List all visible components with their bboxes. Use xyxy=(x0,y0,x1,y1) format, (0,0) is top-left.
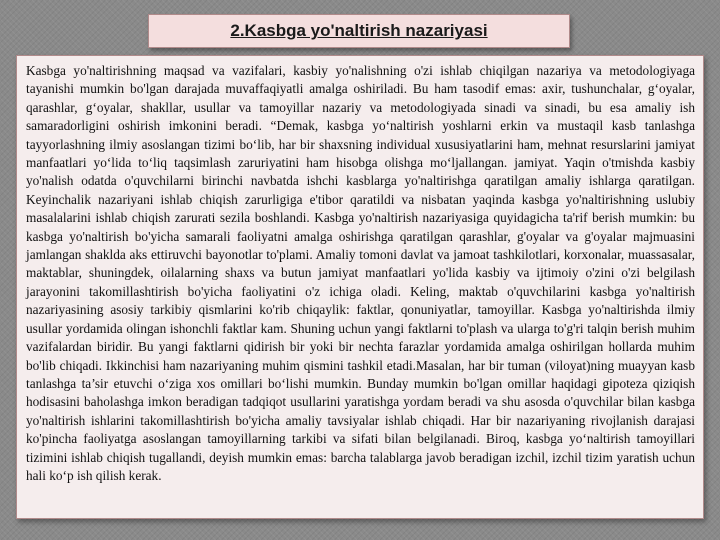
slide-body-text: Kasbga yo'naltirishning maqsad va vazifalari, kasbiy yo'nalishning o'zi ishlab chiqilgan nazariya va metodologiyaga tayanishi mumkin bo'lgan darajada muvaffaqiyatli amalga oshiriladi. Bu ham tasodif emas: axir, tushunchalar, g‘oyalar, qarashlar, g‘oyalar, shakllar, usullar va tamoyillar nazariy va metodologiyada sinadi va sinadi, bu esa amaliy ish samaradorligini oshirish imkonini beradi. “Demak, kasbga yo‘naltirish yoshlarni erkin va mustaqil kasb tanlashga tayyorlashning ilmiy asoslangan tizimi bo‘lib, har bir shaxsning individual xususiyatlarini ham, mehnat resurslarini jamiyat manfaatlari yo‘lida to‘liq taqsimlash zaruriyatini ham hisobga olishga mo‘ljallangan. jamiyat. Yaqin o'tmishda kasbiy yo'nalish odatda o'quvchilarni birinchi navbatda ishchi kasblarga yo'naltirishga qaratilgan amaliy ishlarga qaratilgan. Keyinchalik nazariyani ishlab chiqish zarurligiga e'tibor qaratildi va nisbatan yaqinda kasbga yo'naltirishning uslubiy masalalarini ishlab chiqish zarurati sezila boshlandi. Kasbga yo'naltirish nazariyasiga quyidagicha ta'rif berish mumkin: bu kasbga yo'naltirish bo'yicha samarali faoliyatni amalga oshirishga qaratilgan qarashlar, g'oyalar va g'oyalar majmuasini jamlangan shaklda aks ettiruvchi bayonotlar to'plami. Amaliy tomoni davlat va jamoat tashkilotlari, korxonalar, muassasalar, maktablar, shuningdek, oilalarning shaxs va butun jamiyat manfaatlari yo'lida kasbiy va ijtimoiy o'zini o'zi belgilash jarayonini takomillashtirish bo'yicha faoliyatini o'z ichiga oladi. Keling, maktab o'quvchilarini kasbga yo'naltirish nazariyasining asosiy tarkibiy qismlarini ko'rib chiqaylik: faktlar, qonuniyatlar, tamoyillar. Kasbga yo'naltirishda ilmiy usullar yordamida olingan ishonchli faktlar kam. Shuning uchun yangi faktlarni to'plash va ularga to'g'ri talqin berish muhim vazifalardan biridir. Bu yangi faktlarni qidirish bir yoki bir nechta farazlar yordamida amalga oshirilgan hollarda muhim bo'lib chiqadi. Ikkinchisi ham nazariyaning muhim qismini tashkil etadi.Masalan, har bir tuman (viloyat)ning muayyan kasb tanlashga ta’sir etuvchi o‘ziga xos omillari bo‘lishi mumkin. Bunday mumkin bo'lgan omillar haqidagi gipoteza qiziqish hodisasini baholashga imkon beradigan tadqiqot usullarini yaratishga yordam beradi va shu asosda o'quvchilar bilan kasbga yo'naltirish ishlarini takomillashtirish bo'yicha amaliy tavsiyalar ishlab chiqadi. Har bir nazariyaning rivojlanish darajasi ko'pincha faoliyatga asoslangan tamoyillarning tarkibi va sifati bilan belgilanadi. Biroq, kasbga yo‘naltirish tamoyillari tizimini ishlab chiqish tugallandi, deyish mumkin emas: barcha talablarga javob beradigan izchil, izchil tizim yaratish uchun hali ko‘p ish qilish kerak. xyxy=(26,63,695,483)
slide-title-box xyxy=(148,14,570,48)
slide-title: 2.Kasbga yo'naltirish nazariyasi xyxy=(230,21,488,40)
slide-content-box xyxy=(16,55,704,519)
